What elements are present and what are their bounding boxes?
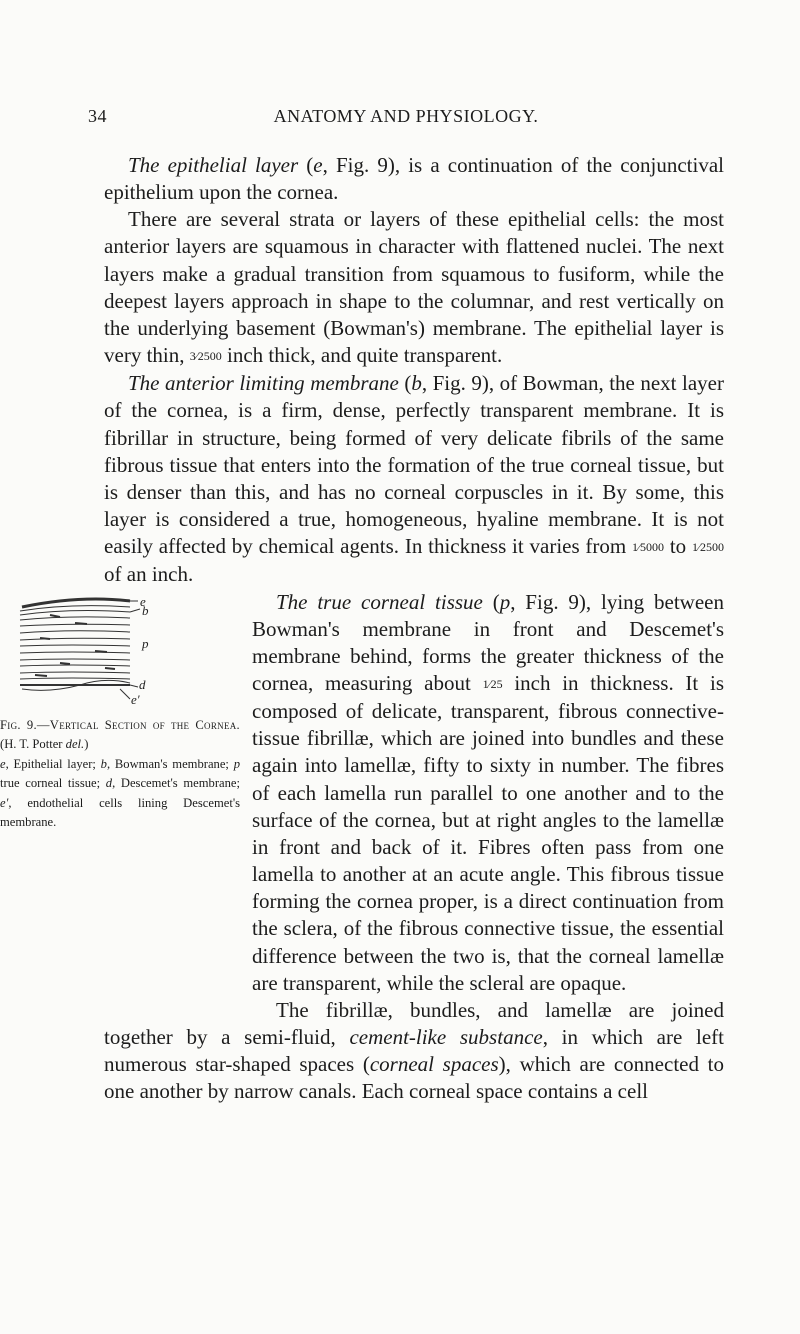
- caption-desc: , endothelial cells lining Descemet's membrane.: [0, 795, 240, 830]
- page-number: 34: [88, 106, 107, 126]
- label-d: d: [139, 676, 146, 692]
- term-corneal-spaces: corneal spaces: [369, 1052, 499, 1077]
- figure-9: [0, 593, 242, 1006]
- caption-credit-del: del.: [65, 737, 85, 752]
- caption-desc: true corneal tissue;: [0, 776, 106, 791]
- paragraph-text: There are several strata or layers of these epithelial cells: the most anterior layers are squamous in character with flattened nuclei. The next layers make a gradual transition from squamous to fusiform, while the deepest layers approach in shape to the columnar, and rest vertically on the underlying basement (Bowman's) membrane. The epithelial layer is very thin,: [104, 207, 724, 368]
- ref-letter: b: [411, 371, 422, 396]
- paragraph-text: , in which are left numerous star-shaped spaces (: [104, 1025, 724, 1077]
- paragraph-cement-substance: [104, 997, 724, 1106]
- paragraph-text: , Fig. 9), lying between Bowman's membrane in front and Descemet's membrane behind, forms the greater thickness of the cornea, measuring about: [252, 589, 724, 695]
- label-e: e: [140, 593, 146, 609]
- ref-letter: e: [313, 153, 323, 177]
- caption-title: —Vertical Section of the Cornea.: [36, 717, 241, 732]
- caption-term: d: [105, 776, 113, 791]
- running-head: ANATOMY AND PHYSIOLOGY.: [273, 106, 539, 126]
- paragraph-text: of an inch.: [104, 562, 194, 587]
- paragraph-epithelial-layer: [104, 152, 724, 206]
- label-p: p: [142, 635, 149, 651]
- caption-term: b: [100, 756, 107, 771]
- paragraph-text: inch in thickness. It is composed of delicate, transparent, fibrous connective-tissue fibrillæ, which are joined into bundles and these again into lamellæ, fifty to sixty in number. The fibres of each lamella run parallel to one another and to the surface of the cornea, but at right angles to the lamellæ in front and back of it. Fibres often pass from one lamella to another at an acute angle. This fibrous tissue forming the cornea proper, is a direct continuation from the sclera, of the fibrous connective tissue, the essential difference between the two is, that the corneal lamellæ are transparent, while the scleral are opaque.: [252, 670, 724, 995]
- fraction: 1⁄2500: [691, 540, 724, 555]
- caption-desc: , Bowman's membrane;: [106, 756, 234, 771]
- paragraph-text: , Fig. 9), of Bowman, the next layer of the cornea, is a firm, dense, perfectly transparent membrane. It is fibrillar in structure, being formed of very delicate fibrils of the same fibrous tissue that enters into the formation of the true corneal tissue, but is denser than this, and has no corneal corpuscles in it. By some, this layer is considered a true, homogeneous, hyaline membrane. It is not easily affected by chemical agents. In thickness it varies from: [104, 371, 724, 559]
- caption-fig-no: Fig. 9.: [0, 717, 37, 732]
- paragraph-anterior-limiting-membrane: [104, 370, 724, 588]
- page-header: [88, 106, 724, 132]
- ref-open: (: [298, 153, 314, 177]
- caption-desc: , Epithelial layer;: [5, 756, 101, 771]
- ref-open: (: [398, 371, 412, 396]
- term-true-corneal-tissue: The true corneal tissue: [276, 589, 483, 614]
- term-anterior-limiting-membrane: The anterior limiting membrane: [128, 371, 399, 396]
- label-e-prime: e′: [131, 691, 140, 707]
- figure-caption: [0, 716, 240, 834]
- term-epithelial-layer: The epithelial layer: [128, 153, 299, 177]
- cornea-section-illustration: [10, 593, 240, 713]
- paragraph-strata: [104, 206, 724, 370]
- fraction: 1⁄5000: [632, 540, 665, 555]
- ref-letter: p: [499, 589, 511, 614]
- caption-term: e′: [0, 795, 9, 810]
- caption-credit-end: ): [84, 737, 89, 752]
- paragraph-text: to: [664, 534, 692, 559]
- paragraph-text: The fibrillæ, bundles, and lamellæ are joined together by a semi-fluid,: [104, 997, 724, 1049]
- caption-desc: , Descemet's membrane;: [112, 776, 240, 791]
- fraction: 1⁄25: [482, 676, 503, 691]
- caption-term: p: [233, 756, 240, 771]
- label-b: b: [142, 602, 149, 618]
- paragraph-text: inch thick, and quite transparent.: [221, 343, 503, 368]
- paragraph-text: , Fig. 9), is a continuation of the conjunctival epithelium upon the cornea.: [104, 153, 725, 205]
- paragraph-text: ), which are connected to one another by narrow canals. Each corneal space contains a cell: [104, 1052, 724, 1104]
- caption-term: e: [0, 756, 6, 771]
- term-cement-like-substance: cement-like substance: [349, 1025, 543, 1049]
- caption-credit: (H. T. Potter: [0, 737, 66, 752]
- body-text: [0, 152, 725, 1105]
- ref-open: (: [482, 589, 500, 614]
- fraction: 3⁄2500: [189, 349, 222, 364]
